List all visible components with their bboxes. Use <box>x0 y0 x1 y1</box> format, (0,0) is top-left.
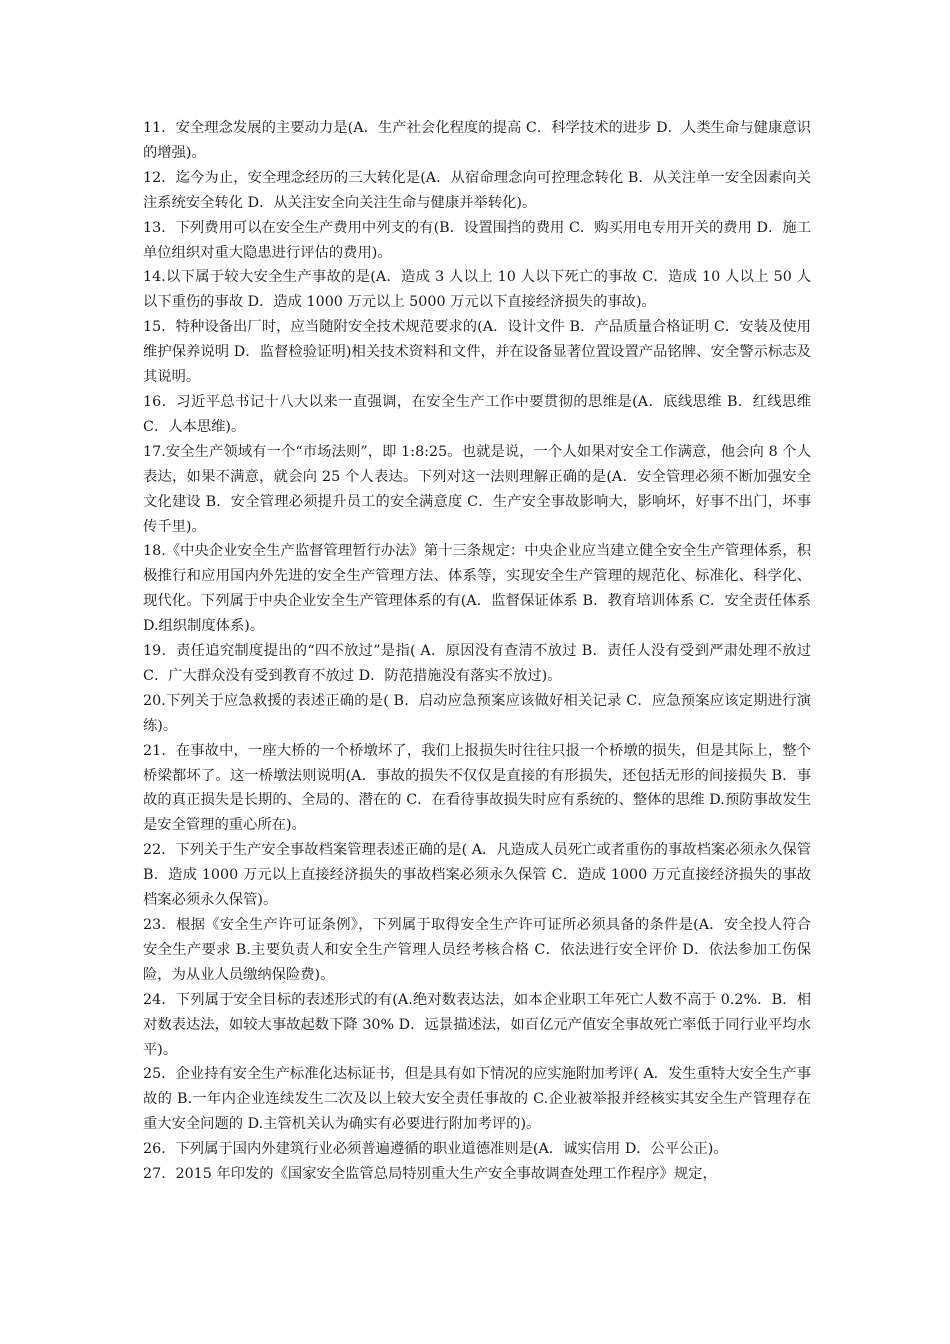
question-13: 13．下列费用可以在安全生产费用中列支的有(B．设置围挡的费用 C．购买用电专用开关的费用 D．施工单位组织对重大隐患进行评估的费用)。 <box>143 219 811 261</box>
question-19: 19．责任追究制度提出的“四不放过”是指( A．原因没有查清不放过 B．责任人没有受到严肃处理不放过 C．广大群众没有受到教育不放过 D．防范措施没有落实不放过)。 <box>143 643 811 684</box>
question-24: 24．下列属于安全目标的表述形式的有(A.绝对数表达法，如本企业职工年死亡人数不高于 0.2%．B．相对数表达法，如较大事故起数下降 30% D．远景描述法，如百亿元产值安全事故死亡率低于同行业平均水平)。 <box>143 991 811 1058</box>
question-20: 20.下列关于应急救援的表述正确的是( B．启动应急预案应该做好相关记录 C．应急预案应该定期进行演练)。 <box>143 692 811 734</box>
question-26: 26．下列属于国内外建筑行业必须普遍遵循的职业道德准则是(A．诚实信用 D．公平公正)。 <box>143 1141 728 1158</box>
document-body <box>143 116 811 1187</box>
question-27: 27．2015 年印发的《国家安全监管总局特别重大生产安全事故调查处理工作程序》规定， <box>143 1166 717 1183</box>
question-23: 23．根据《安全生产许可证条例》，下列属于取得安全生产许可证所必须具备的条件是(A．安全投人符合安全生产要求 B.主要负责人和安全生产管理人员经考核合格 C．依法进行安全评价 D．依法参加工伤保险，为从业人员缴纳保险费)。 <box>143 917 811 983</box>
question-17: 17.安全生产领域有一个“市场法则”，即 1:8:25。也就是说，一个人如果对安全工作满意，他会向 8 个人表达，如果不满意，就会向 25 个人表达。下列对这一法则理解正确的是(A．安全管理必须不断加强安全文化建设 B．安全管理必须提升员工的安全满意度 C．生产安全事故影响大，影响坏，好事不出门，坏事传千里)。 <box>143 443 811 535</box>
question-25: 25．企业持有安全生产标准化达标证书，但是具有如下情况的应实施附加考评( A．发生重特大安全生产事故的 B.一年内企业连续发生二次及以上较大安全责任事故的 C.企业被举报并经核实其安全生产管理存在重大安全问题的 D.主管机关认为确实有必要进行附加考评的)。 <box>143 1066 811 1133</box>
question-15: 15．特种设备出厂时，应当随附安全技术规范要求的(A．设计文件 B．产品质量合格证明 C．安装及使用维护保养说明 D．监督检验证明)相关技术资料和文件，并在设备显著位置设置产品铭牌、安全警示标志及其说明。 <box>143 319 811 386</box>
question-11: 11．安全理念发展的主要动力是(A．生产社会化程度的提高 C．科学技术的进步 D．人类生命与健康意识的增强)。 <box>143 120 811 161</box>
question-21: 21．在事故中，一座大桥的一个桥墩坏了，我们上报损失时往往只报一个桥墩的损失，但是其际上，整个桥梁都坏了。这一桥墩法则说明(A．事故的损失不仅仅是直接的有形损失，还包括无形的间接损失 B．事故的真正损失是长期的、全局的、潜在的 C．在看待事故损失时应有系统的、整体的思维 D.预防事故发生是安全管理的重心所在)。 <box>143 742 811 834</box>
question-18: 18.《中央企业安全生产监督管理暂行办法》第十三条规定：中央企业应当建立健全安全生产管理体系，积极推行和应用国内外先进的安全生产管理方法、体系等，实现安全生产管理的规范化、标准化、科学化、现代化。下列属于中央企业安全生产管理体系的有(A．监督保证体系 B．教育培训体系 C．安全责任体系 D.组织制度体系)。 <box>143 543 811 635</box>
question-22: 22．下列关于生产安全事故档案管理表述正确的是( A．凡造成人员死亡或者重伤的事故档案必须永久保管 B．造成 1000 万元以上直接经济损失的事故档案必须永久保管 C．造成 1000 万元直接经济损失的事故档案必须永久保管)。 <box>143 842 811 909</box>
question-16: 16．习近平总书记十八大以来一直强调，在安全生产工作中要贯彻的思维是(A．底线思维 B．红线思维 C．人本思维)。 <box>143 393 811 435</box>
question-12: 12．迄今为止，安全理念经历的三大转化是(A．从宿命理念向可控理念转化 B．从关注单一安全因素向关注系统安全转化 D．从关注安全向关注生命与健康并举转化)。 <box>143 169 811 211</box>
question-14: 14.以下属于较大安全生产事故的是(A．造成 3 人以上 10 人以下死亡的事故 C．造成 10 人以上 50 人以下重伤的事故 D．造成 1000 万元以上 5000 万元以下直接经济损失的事故)。 <box>143 269 811 311</box>
